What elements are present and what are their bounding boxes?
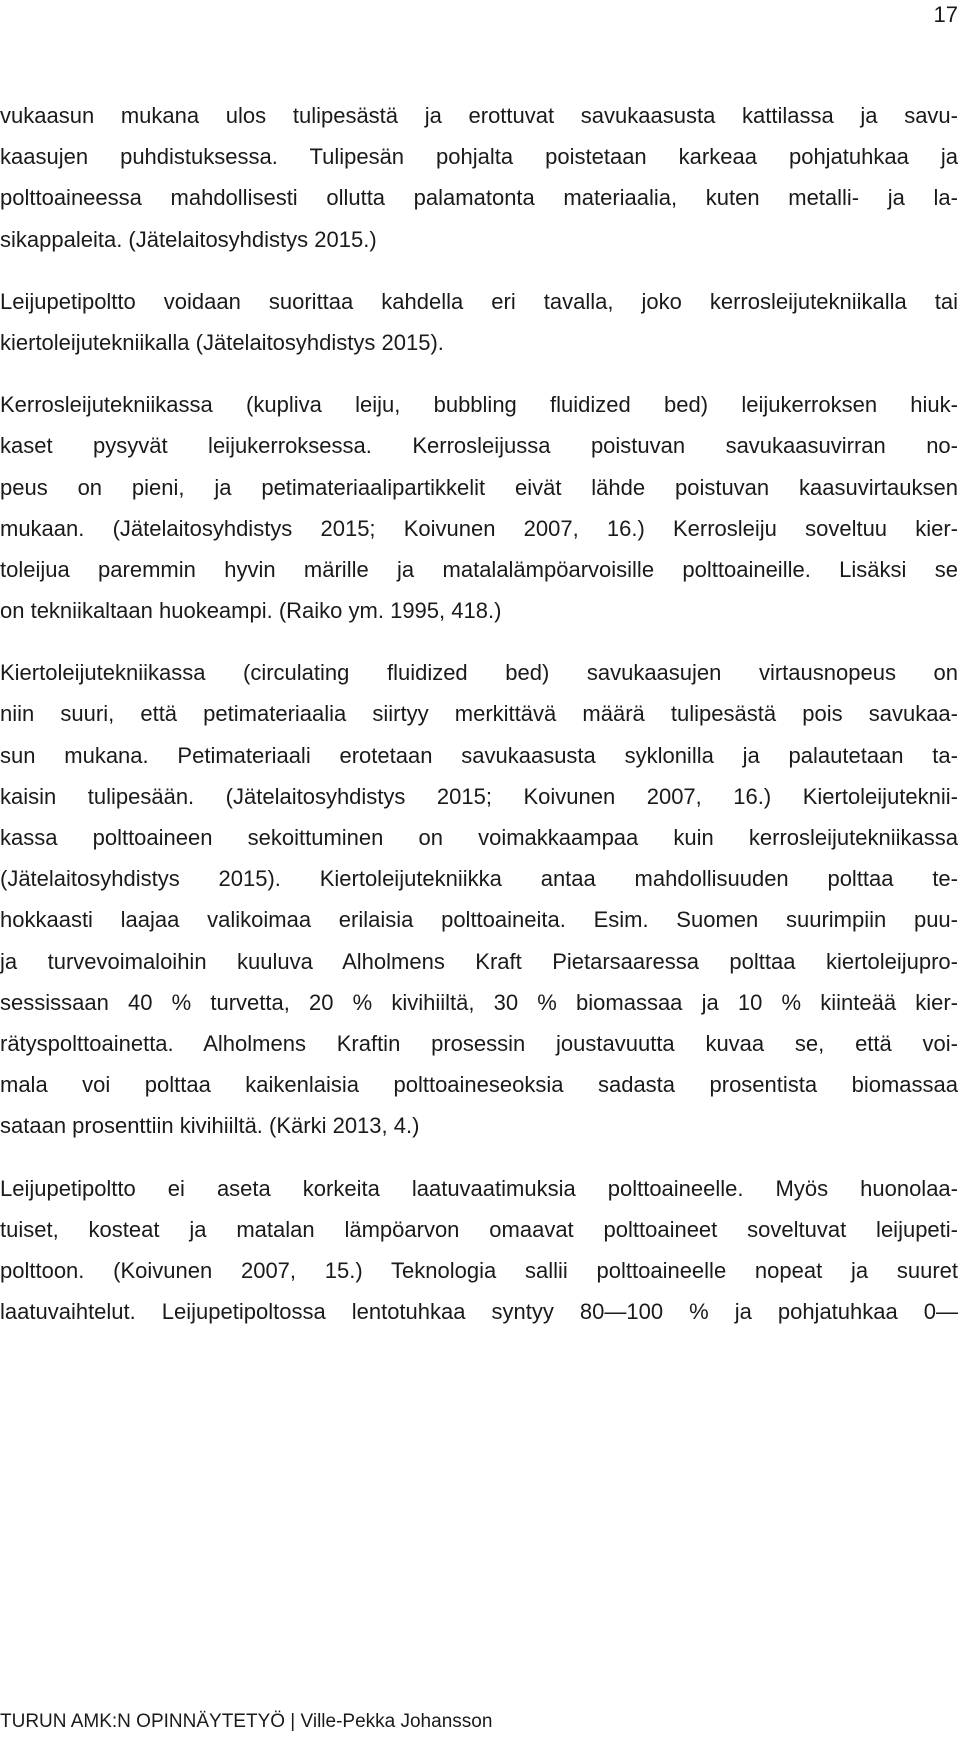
- text-line: Kiertoleijutekniikassa (circulating fluidized bed) savukaasujen virtausnopeus on: [0, 660, 958, 686]
- text-line: kaset pysyvät leijukerroksessa. Kerrosleijussa poistuvan savukaasuvirran no-: [0, 433, 958, 459]
- text-line: polttoon. (Koivunen 2007, 15.) Teknologia sallii polttoaineelle nopeat ja suuret: [0, 1257, 958, 1283]
- text-line: sessissaan 40 % turvetta, 20 % kivihiiltä, 30 % biomassaa ja 10 % kiinteää kier-: [0, 989, 958, 1015]
- text-line: mala voi polttaa kaikenlaisia polttoaineseoksia sadasta prosentista biomassaa: [0, 1072, 958, 1098]
- text-line: kaisin tulipesään. (Jätelaitosyhdistys 2015; Koivunen 2007, 16.) Kiertoleijuteknii-: [0, 783, 958, 809]
- paragraph-4: [0, 652, 958, 1146]
- text-line: Leijupetipoltto voidaan suorittaa kahdella eri tavalla, joko kerrosleijutekniikalla tai: [0, 288, 958, 314]
- text-line: tuiset, kosteat ja matalan lämpöarvon omaavat polttoaineet soveltuvat leijupeti-: [0, 1216, 958, 1242]
- text-line: ja turvevoimaloihin kuuluva Alholmens Kraft Pietarsaaressa polttaa kiertoleijupro-: [0, 948, 958, 974]
- text-line: Leijupetipoltto ei aseta korkeita laatuvaatimuksia polttoaineelle. Myös huonolaa-: [0, 1175, 958, 1201]
- text-line: sikappaleita. (Jätelaitosyhdistys 2015.): [0, 226, 377, 252]
- text-line: mukaan. (Jätelaitosyhdistys 2015; Koivunen 2007, 16.) Kerrosleiju soveltuu kier-: [0, 515, 958, 541]
- text-line: polttoaineessa mahdollisesti ollutta palamatonta materiaalia, kuten metalli- ja la-: [0, 185, 958, 211]
- text-line: kaasujen puhdistuksessa. Tulipesän pohjalta poistetaan karkeaa pohjatuhkaa ja: [0, 144, 958, 170]
- text-line: (Jätelaitosyhdistys 2015). Kiertoleijutekniikka antaa mahdollisuuden polttaa te-: [0, 866, 958, 892]
- page-number: 17: [933, 2, 958, 27]
- text-line: vukaasun mukana ulos tulipesästä ja erottuvat savukaasusta kattilassa ja savu-: [0, 103, 958, 128]
- text-line: toleijua paremmin hyvin märille ja matalalämpöarvoisille polttoaineille. Lisäksi se: [0, 556, 958, 582]
- text-line: Kerrosleijutekniikassa (kupliva leiju, bubbling fluidized bed) leijukerroksen hiuk-: [0, 392, 958, 418]
- text-line: hokkaasti laajaa valikoimaa erilaisia polttoaineita. Esim. Suomen suurimpiin puu-: [0, 907, 958, 933]
- paragraph-5: [0, 1168, 958, 1333]
- document-body: [0, 95, 958, 1332]
- text-line: rätyspolttoainetta. Alholmens Kraftin prosessin joustavuutta kuvaa se, että voi-: [0, 1030, 958, 1056]
- page-footer: TURUN AMK:N OPINNÄYTETYÖ | Ville-Pekka Johansson: [0, 1711, 493, 1732]
- text-line: niin suuri, että petimateriaalia siirtyy merkittävä määrä tulipesästä pois savukaa-: [0, 701, 958, 727]
- text-line: kassa polttoaineen sekoittuminen on voimakkaampaa kuin kerrosleijutekniikassa: [0, 825, 958, 850]
- paragraph-1: [0, 95, 958, 260]
- paragraph-3: [0, 384, 958, 631]
- text-line: laatuvaihtelut. Leijupetipoltossa lentotuhkaa syntyy 80—100 % ja pohjatuhkaa 0—: [0, 1299, 958, 1325]
- text-line: sun mukana. Petimateriaali erotetaan savukaasusta syklonilla ja palautetaan ta-: [0, 742, 958, 768]
- text-line: on tekniikaltaan huokeampi. (Raiko ym. 1995, 418.): [0, 598, 502, 624]
- text-line: sataan prosenttiin kivihiiltä. (Kärki 2013, 4.): [0, 1113, 420, 1139]
- paragraph-2: [0, 281, 958, 363]
- text-line: kiertoleijutekniikalla (Jätelaitosyhdistys 2015).: [0, 329, 444, 355]
- text-line: peus on pieni, ja petimateriaalipartikkelit eivät lähde poistuvan kaasuvirtauksen: [0, 474, 958, 500]
